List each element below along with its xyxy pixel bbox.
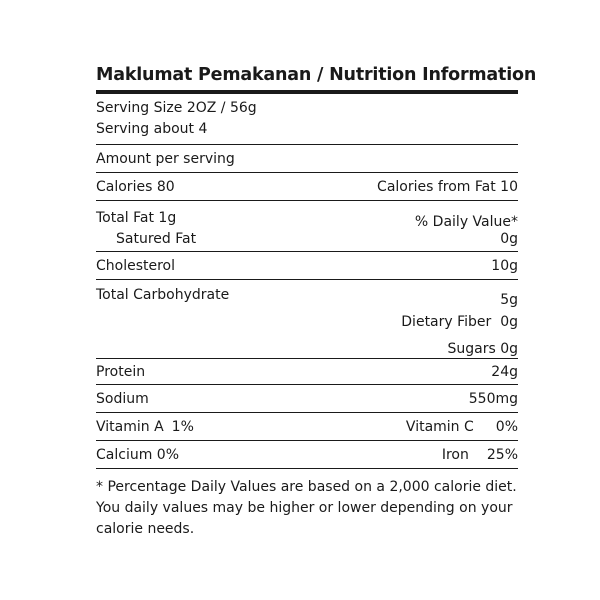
vitamin-c-value: 0%	[495, 418, 518, 435]
vitamin-a	[96, 419, 194, 435]
sodium-value: 550mg	[468, 390, 518, 407]
amount-per-serving-row	[96, 145, 518, 172]
dietary-fiber: Dietary Fiber 0g	[401, 314, 518, 330]
total-fat-row	[96, 201, 518, 230]
iron	[442, 447, 518, 463]
minerals-row	[96, 441, 518, 468]
serving-info	[96, 94, 518, 144]
protein-value: 24g	[491, 363, 518, 380]
calories: Calories 80	[96, 178, 175, 195]
sodium: Sodium	[96, 390, 149, 407]
satured-fat-value: 0g	[500, 230, 518, 247]
divider	[96, 468, 518, 469]
vitamin-c	[406, 419, 518, 435]
satured-fat: Satured Fat	[116, 230, 197, 247]
protein-row	[96, 359, 518, 384]
iron-label: Iron	[441, 446, 469, 463]
vitamins-row	[96, 413, 518, 440]
amount-per-serving: Amount per serving	[96, 150, 235, 167]
serving-count: Serving about 4	[96, 121, 208, 137]
calories-from-fat: Calories from Fat 10	[377, 178, 518, 195]
calcium: Calcium 0%	[96, 446, 180, 463]
sodium-row	[96, 385, 518, 412]
daily-value-header: % Daily Value*	[414, 214, 518, 230]
vitamin-a-value: 1%	[171, 418, 194, 435]
protein: Protein	[96, 363, 146, 380]
sugars: Sugars 0g	[447, 341, 518, 357]
vitamin-a-label: Vitamin A	[96, 418, 164, 435]
carbohydrate-row	[96, 280, 518, 308]
total-carbohydrate: Total Carbohydrate	[96, 287, 230, 303]
cholesterol-row	[96, 252, 518, 279]
cholesterol: Cholesterol	[96, 257, 176, 274]
cholesterol-value: 10g	[491, 257, 518, 274]
carbohydrate-value: 5g	[500, 292, 518, 308]
calories-row	[96, 173, 518, 200]
vitamin-c-label: Vitamin C	[405, 418, 474, 435]
carbohydrate-block	[96, 280, 518, 358]
serving-size: Serving Size 2OZ / 56g	[96, 100, 257, 116]
label-title: Maklumat Pemakanan / Nutrition Information	[96, 65, 537, 85]
total-fat: Total Fat 1g	[96, 210, 177, 226]
footnote: * Percentage Daily Values are based on a 2,000 calorie diet. You daily values may be higher or lower depending on your calorie needs.	[96, 479, 517, 537]
iron-value: 25%	[486, 446, 518, 463]
nutrition-label	[96, 62, 537, 540]
